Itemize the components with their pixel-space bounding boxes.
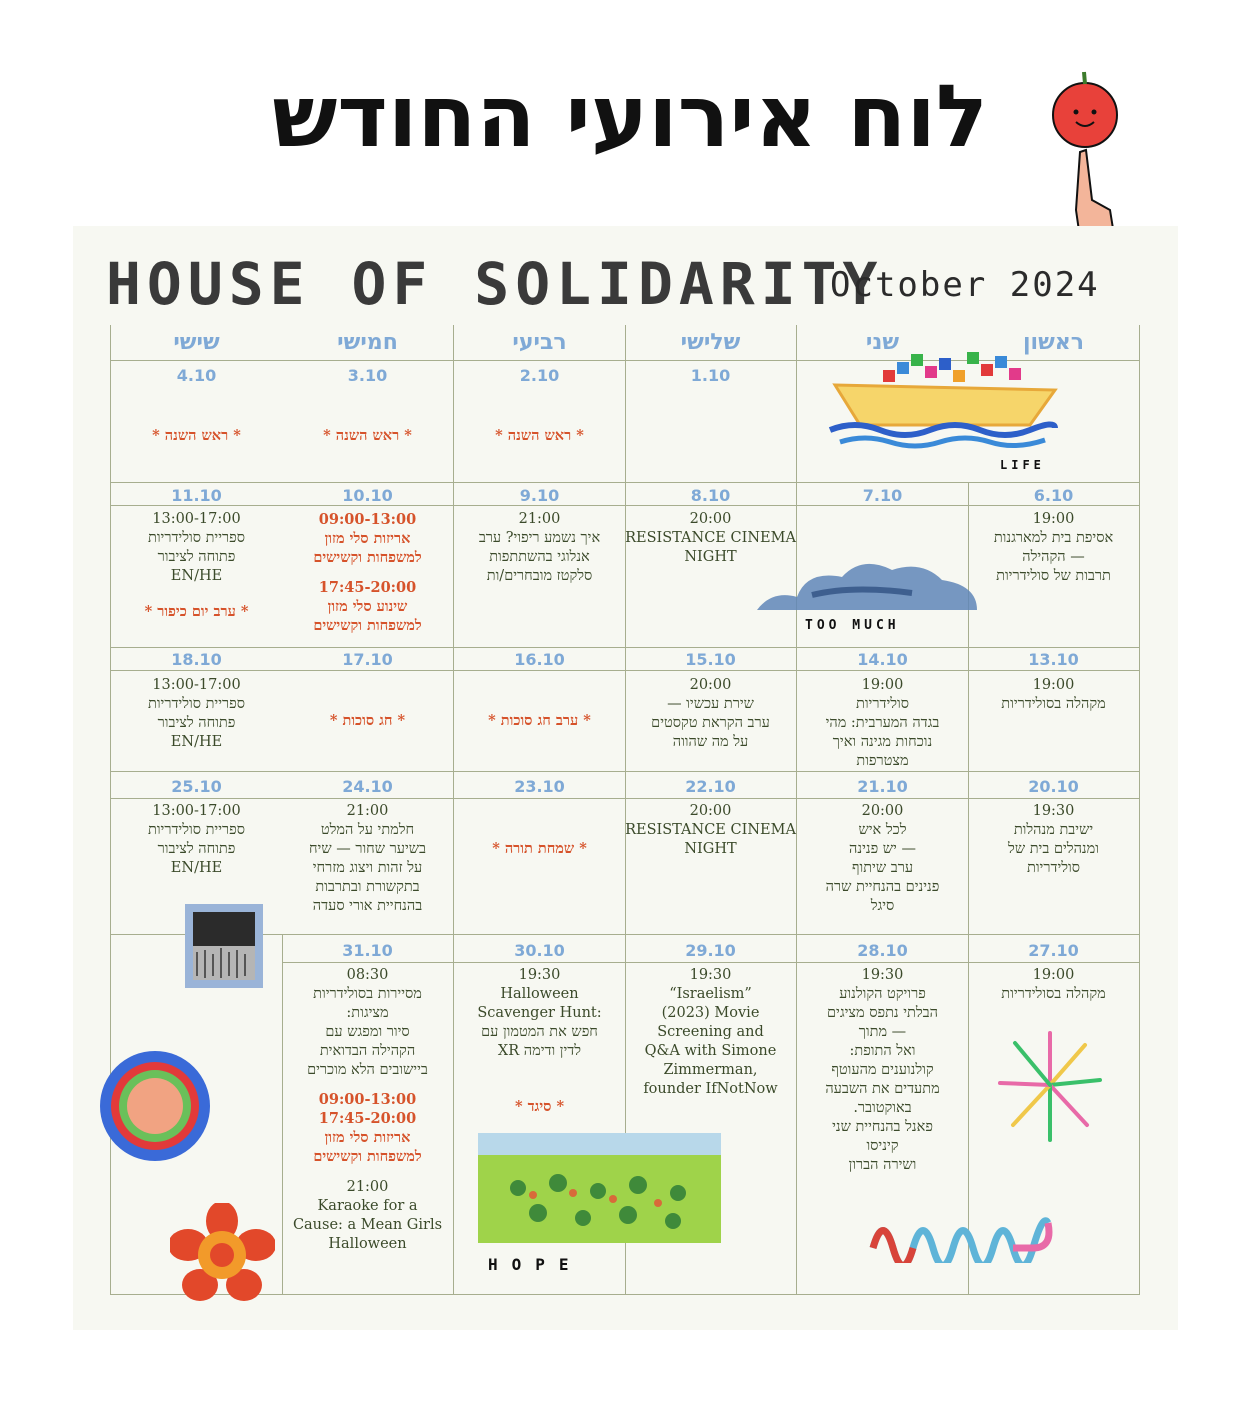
- event-31a: 08:30 מסיירות בסולידריות מציגות: סיור ומפגש עם הקהילה הבדואית ביישובים הלא מוכרים: [307, 967, 428, 1078]
- date-cell: 4.10: [176, 366, 217, 385]
- holiday-label: * ערב יום כיפור *: [144, 603, 249, 620]
- event-27: 19:00 מקהלה בסולידריות: [1001, 967, 1106, 1002]
- date-cell: 2.10: [519, 366, 560, 385]
- day-tuesday: שלישי: [680, 330, 741, 355]
- date-cell: 20.10: [1028, 777, 1079, 796]
- date-cell: 3.10: [347, 366, 388, 385]
- event-28: 19:30 פרויקט הקולנוע הבלתי נתפס מציגים — מתוך ואל התופת: קולנוענים מהעוטף מתעדים את השבעה באוקטובר. פאנל בהנחיית שני קיניסו ושירה הברון: [825, 967, 940, 1173]
- date-cell: 6.10: [1033, 486, 1074, 505]
- date-cell: 18.10: [171, 650, 222, 669]
- brand-title: HOUSE OF SOLIDARITY: [106, 250, 884, 318]
- event-25: 13:00-17:00 ספריית סולידריות פתוחה לציבור EN/HE: [147, 803, 246, 876]
- date-cell: 22.10: [685, 777, 736, 796]
- date-cell: 28.10: [857, 941, 908, 960]
- date-cell: 10.10: [342, 486, 393, 505]
- event-13: 19:00 מקהלה בסולידריות: [1001, 677, 1106, 712]
- holiday-label: * סיגד *: [514, 1098, 565, 1115]
- date-cell: 25.10: [171, 777, 222, 796]
- event-31c: 21:00 Karaoke for a Cause: a Mean Girls Halloween: [292, 1179, 443, 1252]
- squiggle-illustration: [868, 1208, 1053, 1263]
- event-29: 19:30 “Israelism” (2023) Movie Screening and Q&A with Simone Zimmerman, founder IfNotNow: [643, 967, 778, 1097]
- date-cell: 9.10: [519, 486, 560, 505]
- day-wednesday: רביעי: [512, 330, 567, 355]
- date-cell: 27.10: [1028, 941, 1079, 960]
- date-cell: 7.10: [862, 486, 903, 505]
- date-cell: 29.10: [685, 941, 736, 960]
- event-30: 19:30 Halloween Scavenger Hunt: חפש את המטמון עם לדין ודימה XR: [477, 967, 602, 1059]
- date-cell: 23.10: [514, 777, 565, 796]
- flower-illustration: [170, 1203, 275, 1303]
- date-cell: 16.10: [514, 650, 565, 669]
- orb-illustration: [96, 1048, 214, 1164]
- date-cell: 21.10: [857, 777, 908, 796]
- date-cell: 17.10: [342, 650, 393, 669]
- date-cell: 13.10: [1028, 650, 1079, 669]
- apple-finger-icon: [1040, 70, 1130, 250]
- day-monday: שני: [865, 330, 900, 355]
- event-14: 19:00 סולידריות בגדה המערבית: מהי נוכחות מגינה ואיך מצטרפות: [825, 677, 940, 769]
- day-thursday: חמישי: [337, 330, 398, 355]
- event-9: 21:00 איך נשמע ריפוי? ערב אנלוגי בהשתתפות סלקטז מובחרים/ות: [478, 511, 601, 584]
- event-31b: 09:00-13:00 17:45-20:00 אריזות סלי מזון למשפחות וקשישים: [313, 1091, 422, 1165]
- firework-illustration: [995, 1025, 1105, 1145]
- month-label: October 2024: [830, 265, 1100, 305]
- date-cell: 8.10: [690, 486, 731, 505]
- event-10b: 17:45-20:00 שינוע סלי מזון למשפחות וקשישים: [313, 579, 422, 634]
- page-title: לוח אירועי החודש: [272, 67, 988, 167]
- holiday-label: * ראש השנה *: [152, 427, 241, 444]
- event-22: 20:00 RESISTANCE CINEMA NIGHT: [625, 803, 796, 857]
- day-friday: שישי: [173, 330, 220, 355]
- event-11: 13:00-17:00 ספריית סולידריות פתוחה לציבור EN/HE: [147, 511, 246, 584]
- event-8: 20:00 RESISTANCE CINEMA NIGHT: [625, 511, 796, 565]
- ship-illustration: [825, 350, 1060, 460]
- art-label-hope: HOPE: [488, 1255, 583, 1274]
- holiday-label: * שמחת תורה *: [492, 840, 587, 857]
- art-label-life: LIFE: [1000, 458, 1045, 472]
- date-cell: 30.10: [514, 941, 565, 960]
- holiday-label: * חג סוכות *: [329, 712, 406, 729]
- day-sunday: ראשון: [1022, 330, 1085, 355]
- date-cell: 31.10: [342, 941, 393, 960]
- date-cell: 11.10: [171, 486, 222, 505]
- event-21: 20:00 לכל איש — יש פנינה ערב שיתוף פנינים בהנחיית שרה סיגל: [825, 803, 940, 914]
- date-cell: 15.10: [685, 650, 736, 669]
- date-cell: 1.10: [690, 366, 731, 385]
- art-label-too-much: TOO MUCH: [805, 618, 900, 633]
- event-6: 19:00 אסיפת בית למארגנות — הקהילה תרבות של סולידריות: [993, 511, 1114, 584]
- holiday-label: * ראש השנה *: [323, 427, 412, 444]
- event-24: 21:00 חלמתי על המלט בשיער שחור — שיח על זהות ויצוג מזרחי בתקשורת ובתרבות בהנחיית אורי סעדה: [308, 803, 427, 914]
- date-cell: 24.10: [342, 777, 393, 796]
- date-cell: 14.10: [857, 650, 908, 669]
- hope-landscape-illustration: [478, 1133, 721, 1248]
- holiday-label: * ראש השנה *: [495, 427, 584, 444]
- event-20: 19:30 ישיבת מנהלות ומנהלים בית של סולידריות: [1008, 803, 1099, 876]
- window-illustration: [183, 902, 265, 990]
- event-18: 13:00-17:00 ספריית סולידריות פתוחה לציבור EN/HE: [147, 677, 246, 750]
- cloud-illustration: [752, 555, 982, 625]
- holiday-label: * ערב חג סוכות *: [488, 712, 591, 729]
- event-15: 20:00 שירת עכשיו — ערב הקראת טקסטים על מה שהווה: [651, 677, 770, 750]
- event-10a: 09:00-13:00 אריזות סלי מזון למשפחות וקשישים: [313, 511, 422, 566]
